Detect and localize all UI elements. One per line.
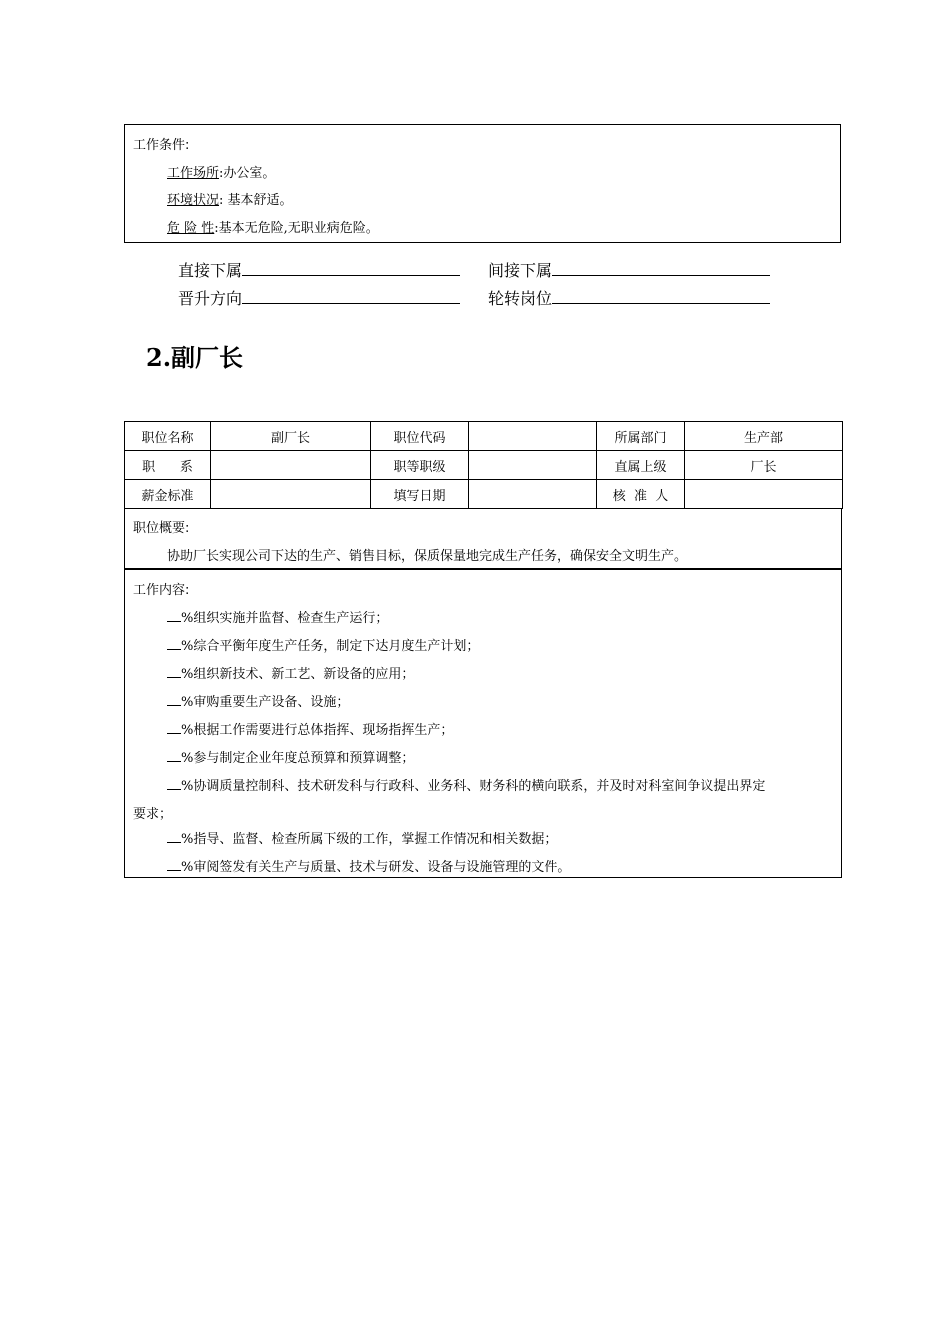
list-item-continuation: 要求；	[133, 807, 173, 822]
list-item: %指导、监督、检查所属下级的工作，掌握工作情况和相关数据；	[167, 828, 557, 847]
rotation-blank[interactable]	[552, 302, 770, 304]
content-title: 工作内容:	[133, 583, 190, 598]
table-row	[125, 480, 843, 509]
approver-label: 核 准 人	[597, 480, 685, 509]
environment-value: : 基本舒适。	[219, 193, 293, 208]
environment-label: 环境状况	[167, 193, 220, 208]
summary-title: 职位概要:	[133, 521, 190, 536]
position-code-value	[469, 422, 597, 451]
indirect-subordinate-label: 间接下属	[488, 261, 553, 280]
position-code-label: 职位代码	[371, 422, 469, 451]
salary-label: 薪金标准	[125, 480, 211, 509]
position-name-label: 职位名称	[125, 422, 211, 451]
supervisor-label: 直属上级	[597, 451, 685, 480]
work-conditions-box	[124, 124, 841, 243]
list-item: %综合平衡年度生产任务，制定下达月度生产计划；	[167, 635, 479, 654]
rotation-label: 轮转岗位	[488, 289, 553, 308]
list-item: %审阅签发有关生产与质量、技术与研发、设备与设施管理的文件。	[167, 856, 570, 875]
direct-subordinate-label: 直接下属	[178, 261, 243, 280]
fill-date-label: 填写日期	[371, 480, 469, 509]
position-info-table	[124, 421, 843, 509]
environment-line	[167, 189, 293, 208]
rotation-row	[488, 286, 770, 309]
direct-subordinate-row	[178, 258, 460, 281]
approver-value	[685, 480, 843, 509]
work-place-label: 工作场所	[167, 166, 220, 181]
promotion-row	[178, 286, 460, 309]
indirect-subordinate-row	[488, 258, 770, 281]
promotion-label: 晋升方向	[178, 289, 243, 308]
salary-value	[211, 480, 371, 509]
promotion-blank[interactable]	[242, 302, 460, 304]
list-item: %根据工作需要进行总体指挥、现场指挥生产；	[167, 719, 453, 738]
danger-line	[167, 217, 379, 236]
position-summary-box	[124, 508, 842, 569]
fill-date-value	[469, 480, 597, 509]
job-family-value	[211, 451, 371, 480]
list-item: %组织实施并监督、检查生产运行；	[167, 607, 388, 626]
grade-value	[469, 451, 597, 480]
list-item: %组织新技术、新工艺、新设备的应用；	[167, 663, 414, 682]
table-row	[125, 451, 843, 480]
work-place-value: :办公室。	[219, 166, 276, 181]
list-item: %审购重要生产设备、设施；	[167, 691, 349, 710]
grade-label: 职等职级	[371, 451, 469, 480]
supervisor-value: 厂长	[685, 451, 843, 480]
danger-label: 危 险 性	[167, 221, 215, 236]
indirect-subordinate-blank[interactable]	[552, 274, 770, 276]
job-family-label: 职 系	[125, 451, 211, 480]
department-value: 生产部	[685, 422, 843, 451]
section-title: 2.副厂长	[146, 343, 244, 372]
list-item: %参与制定企业年度总预算和预算调整；	[167, 747, 414, 766]
direct-subordinate-blank[interactable]	[242, 274, 460, 276]
table-row	[125, 422, 843, 451]
danger-value: :基本无危险,无职业病危险。	[214, 221, 379, 236]
work-conditions-title: 工作条件:	[133, 138, 190, 153]
list-item: %协调质量控制科、技术研发科与行政科、业务科、财务科的横向联系，并及时对科室间争议提出界定	[167, 775, 765, 794]
position-name-value: 副厂长	[211, 422, 371, 451]
work-content-box	[124, 569, 842, 878]
department-label: 所属部门	[597, 422, 685, 451]
summary-text: 协助厂长实现公司下达的生产、销售目标，保质保量地完成生产任务，确保安全文明生产。	[167, 549, 688, 564]
work-place-line	[167, 162, 275, 181]
